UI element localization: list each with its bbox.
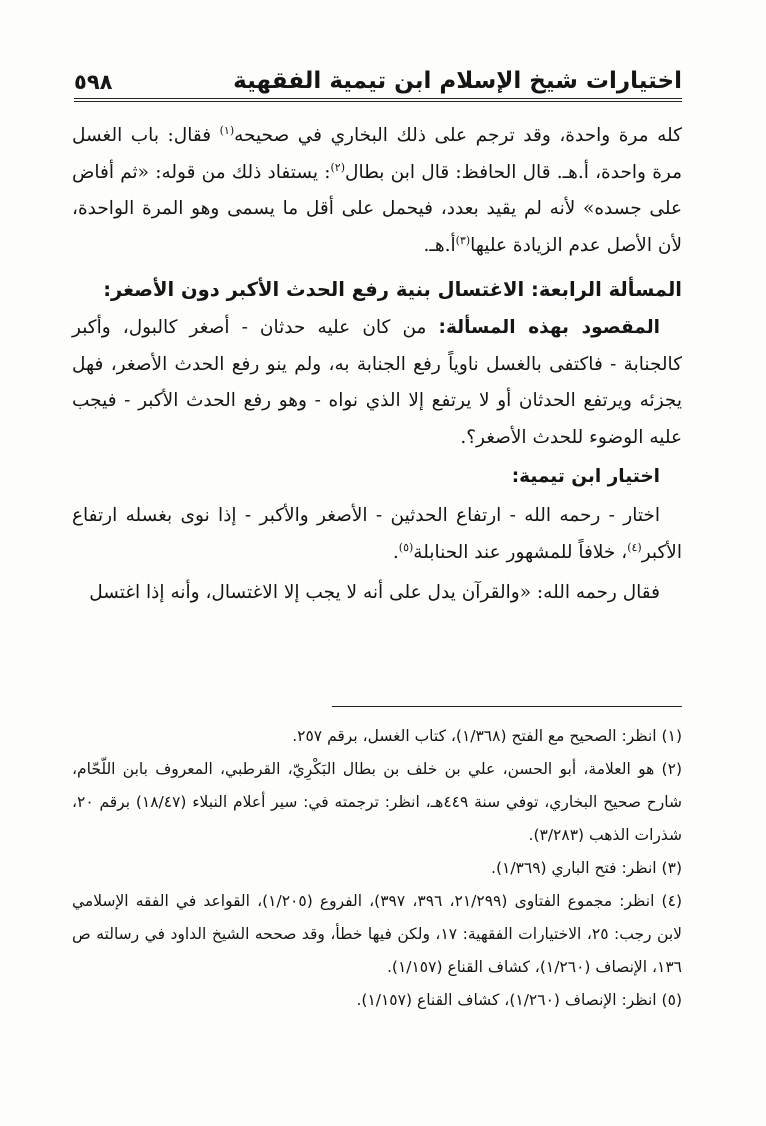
footnote-1: [72, 720, 682, 753]
footnote-number: (٤): [661, 892, 682, 910]
running-title: اختيارات شيخ الإسلام ابن تيمية الفقهية: [233, 68, 682, 94]
footnote-ref-4: (٤): [627, 540, 642, 554]
footnote-number: (٥): [661, 991, 682, 1009]
footnote-text: انظر: الإنصاف (١/٢٦٠)، كشاف القناع (١/١٥٧).: [356, 991, 657, 1009]
footnotes: [72, 720, 682, 1017]
footnote-ref-3: (٣): [455, 233, 471, 247]
footnote-number: (٢): [661, 760, 682, 778]
paragraph-3-text: اختار - رحمه الله - ارتفاع الحدثين - الأصغر والأكبر - إذا نوى بغسله ارتفاع الأكبر: [72, 505, 682, 563]
paragraph-1: [72, 118, 682, 264]
footnote-text: انظر: الصحيح مع الفتح (١/٣٦٨)، كتاب الغسل، برقم ٢٥٧.: [292, 727, 657, 745]
paragraph-1-text-c: : يستفاد ذلك من قوله: «ثم أفاض على جسده» لأنه لم يقيد بعدد، فيحمل على أقل ما يسمى وهو المرة الواحدة، لأن الأصل عدم الزيادة عليها: [72, 161, 682, 256]
main-text: [72, 118, 682, 612]
paragraph-1-text-d: أ.هـ.: [423, 234, 456, 256]
footnote-ref-5: (٥): [398, 540, 414, 554]
header-rule: [74, 98, 682, 102]
footnote-2: [72, 753, 682, 852]
footnote-ref-2: (٢): [330, 160, 346, 174]
footnote-separator: [332, 706, 682, 707]
paragraph-1-text-b: فقال: باب الغسل مرة واحدة، أ.هـ. قال الحافظ: قال ابن بطال: [72, 125, 683, 183]
footnote-text: انظر: فتح الباري (١/٣٦٩).: [491, 859, 657, 877]
paragraph-4: فقال رحمه الله: «والقرآن يدل على أنه لا يجب إلا الاغتسال، وأنه إذا اغتسل: [89, 582, 660, 603]
paragraph-2-lead: المقصود بهذه المسألة:: [438, 317, 660, 338]
footnote-3: [72, 852, 682, 885]
footnote-number: (١): [661, 727, 682, 745]
sub-heading: اختيار ابن تيمية:: [511, 466, 660, 487]
paragraph-2-text: من كان عليه حدثان - أصغر كالبول، وأكبر كالجنابة - فاكتفى بالغسل ناوياً رفع الجنابة به، ولم ينو رفع الحدث الأصغر، فهل يجزئه ويرتفع الحدثان أو لا يرتفع إلا الذي نواه - وهو رفع الحدث الأكبر - فيجب عليه الوضوء للحدث الأصغر؟.: [72, 317, 682, 448]
footnote-5: [72, 984, 682, 1017]
paragraph-2: [72, 310, 682, 456]
paragraph-3-text-c: .: [392, 541, 399, 563]
page-number: ٥٩٨: [74, 70, 113, 94]
paragraph-3-text-b: ، خلافاً للمشهور عند الحنابلة: [413, 541, 628, 563]
page-header: [74, 62, 682, 108]
footnote-number: (٣): [661, 859, 682, 877]
paragraph-3: [72, 498, 682, 571]
footnote-text: انظر: مجموع الفتاوى (٢١/٢٩٩، ٣٩٦، ٣٩٧)، الفروع (١/٢٠٥)، القواعد في الفقه الإسلامي لابن رجب: ٢٥، الاختيارات الفقهية: ١٧، ولكن فيها خطأ، وقد صححه الشيخ الداود في رسالته ص ١٣٦، الإنصاف (١/٢٦٠)، كشاف القناع (١/١٥٧).: [72, 892, 682, 976]
footnote-4: [72, 885, 682, 984]
footnote-ref-1: (١): [219, 123, 235, 137]
paragraph-1-text: كله مرة واحدة، وقد ترجم على ذلك البخاري في صحيحه: [234, 125, 682, 146]
footnote-text: هو العلامة، أبو الحسن، علي بن خلف بن بطال البَكْرِيّ، القرطبي، المعروف بابن اللّحّام، شارح صحيح البخاري، توفي سنة ٤٤٩هـ، انظر: ترجمته في: سير أعلام النبلاء (١٨/٤٧) برقم ٢٠، شذرات الذهب (٣/٢٨٣).: [72, 760, 682, 844]
section-heading: المسألة الرابعة: الاغتسال بنية رفع الحدث الأكبر دون الأصغر:: [103, 278, 682, 301]
